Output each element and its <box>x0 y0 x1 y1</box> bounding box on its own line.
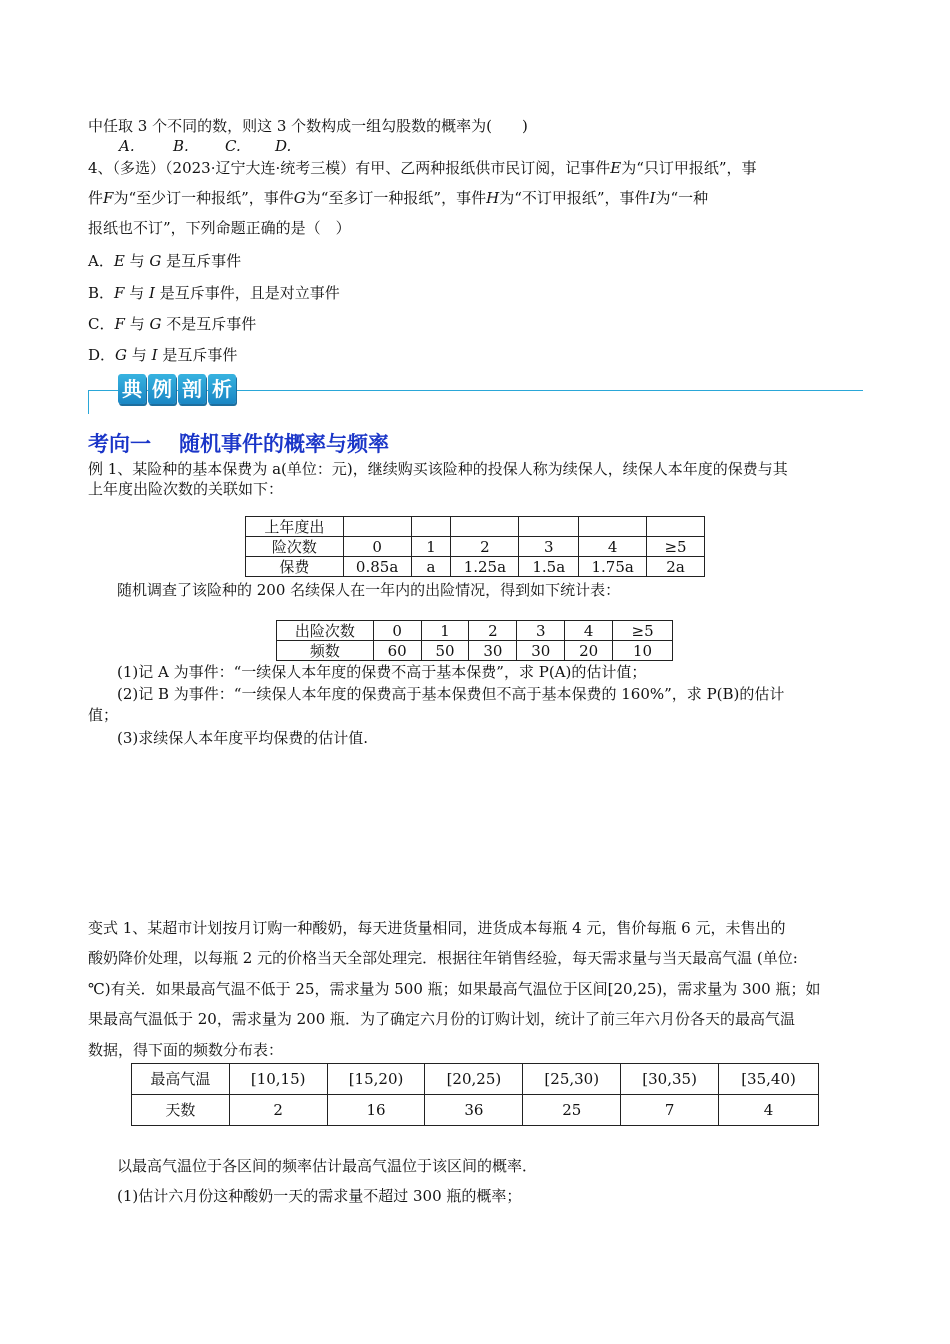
table-cell: 天数 <box>132 1095 230 1126</box>
example1-q1: (1)记 A 为事件：“一续保人本年度的保费不高于基本保费”，求 P(A)的估计值； <box>117 663 647 681</box>
variant1-note: 以最高气温位于各区间的频率估计最高气温位于该区间的概率． <box>117 1157 538 1175</box>
table-cell: 4 <box>719 1095 819 1126</box>
option-var-1: G <box>115 346 128 364</box>
premium-table <box>245 516 705 577</box>
var-i: I <box>649 189 656 207</box>
table-cell: 4 <box>579 537 647 557</box>
banner-char: 析 <box>208 374 236 404</box>
option-a: A. <box>119 137 135 155</box>
option-label: B． <box>88 284 115 302</box>
variant1-line-5: 数据，得下面的频数分布表： <box>88 1041 284 1059</box>
table-cell: 10 <box>613 641 673 661</box>
survey-text: 随机调查了该险种的 200 名续保人在一年内的出险情况，得到如下统计表： <box>117 581 621 599</box>
option-mid: 与 <box>131 346 147 364</box>
option-label: D． <box>88 346 116 364</box>
table-cell: 3 <box>517 621 565 641</box>
table-row <box>277 621 673 641</box>
table-cell: 上年度出 <box>246 517 344 537</box>
table-cell: 1 <box>411 537 451 557</box>
table-cell: 险次数 <box>246 537 344 557</box>
variant1-line-3: ℃)有关．如果最高气温不低于 25，需求量为 500 瓶；如果最高气温位于区间[20,25)，需求量为 300 瓶；如 <box>88 980 821 998</box>
example1-q3: (3)求续保人本年度平均保费的估计值. <box>117 729 369 747</box>
table-cell: 2 <box>451 537 519 557</box>
option-b: B. <box>173 137 189 155</box>
section-title: 随机事件的概率与频率 <box>179 432 389 456</box>
option-var-1: E <box>113 252 125 270</box>
section-number: 考向一 <box>88 432 151 456</box>
table-cell: 60 <box>373 641 421 661</box>
option-mid: 与 <box>129 315 145 333</box>
q4-text-2a: 件 <box>88 189 104 207</box>
table-cell: 1.25a <box>451 557 519 577</box>
q4-text-2d: 为“不订甲报纸”，事件 <box>499 189 650 207</box>
table-cell: 频数 <box>277 641 374 661</box>
q4-text-2c: 为“至多订一种报纸”，事件 <box>305 189 487 207</box>
table-cell: 出险次数 <box>277 621 374 641</box>
table-cell <box>579 517 647 537</box>
section-banner <box>88 372 863 418</box>
table-cell <box>647 517 705 537</box>
prev-question-tail: 中任取 3 个不同的数，则这 3 个数构成一组勾股数的概率为( ) <box>88 117 528 135</box>
option-var-2: G <box>149 252 162 270</box>
table-row <box>246 517 705 537</box>
q4-text-2e: 为“一种 <box>655 189 709 207</box>
table-cell: [15,20) <box>327 1064 425 1095</box>
example1-q2: (2)记 B 为事件：“一续保人本年度的保费高于基本保费但不高于基本保费的 160%”，求 P(B)的估计 <box>117 685 785 703</box>
table-cell: [35,40) <box>719 1064 819 1095</box>
table-cell: 30 <box>517 641 565 661</box>
q4-option-a <box>88 251 241 271</box>
table-cell: a <box>411 557 451 577</box>
option-label: A． <box>88 252 114 270</box>
banner-tick <box>88 390 89 414</box>
q4-text-1b: 为“只订甲报纸”，事 <box>621 159 757 177</box>
table-cell: 30 <box>469 641 517 661</box>
table-cell: 保费 <box>246 557 344 577</box>
q4-option-d <box>88 345 237 365</box>
temperature-table <box>131 1063 819 1126</box>
option-mid: 与 <box>129 252 145 270</box>
table-cell: 1.5a <box>519 557 579 577</box>
table-cell: 1.75a <box>579 557 647 577</box>
table-cell: 2 <box>229 1095 327 1126</box>
table-cell: [25,30) <box>523 1064 621 1095</box>
q4-text-1: 4、（多选）（2023·辽宁大连·统考三模）有甲、乙两种报纸供市民订阅，记事件 <box>88 159 611 177</box>
var-f: F <box>103 189 114 207</box>
table-cell: 2 <box>469 621 517 641</box>
banner-char: 剖 <box>178 374 206 404</box>
option-var-2: I <box>151 346 158 364</box>
variant1-line-2: 酸奶降价处理，以每瓶 2 元的价格当天全部处理完．根据往年销售经验，每天需求量与当天最高气温 (单位: <box>88 949 798 967</box>
option-label: C． <box>88 315 115 333</box>
table-row <box>277 641 673 661</box>
table-row <box>246 557 705 577</box>
prev-question-options <box>119 136 291 156</box>
option-rest: 是互斥事件，且是对立事件 <box>159 284 340 302</box>
table-cell: 36 <box>425 1095 523 1126</box>
example1-line-1: 例 1、某险种的基本保费为 a(单位：元)，继续购买该险种的投保人称为续保人，续保人本年度的保费与其 <box>88 460 788 478</box>
table-cell: 1 <box>421 621 469 641</box>
table-cell: 最高气温 <box>132 1064 230 1095</box>
q4-option-b <box>88 283 340 303</box>
table-cell <box>411 517 451 537</box>
table-cell <box>343 517 411 537</box>
option-mid: 与 <box>129 284 145 302</box>
option-d: D. <box>275 137 292 155</box>
frequency-table <box>276 620 673 661</box>
option-var-1: F <box>114 315 125 333</box>
variant1-line-4: 果最高气温低于 20，需求量为 200 瓶．为了确定六月份的订购计划，统计了前三年六月份各天的最高气温 <box>88 1010 796 1028</box>
var-e: E <box>610 159 622 177</box>
option-c: C. <box>225 137 241 155</box>
table-row <box>246 537 705 557</box>
example1-line-2: 上年度出险次数的关联如下： <box>88 480 284 498</box>
var-h: H <box>486 189 500 207</box>
table-cell: 50 <box>421 641 469 661</box>
banner-char: 典 <box>118 374 146 404</box>
q4-line-1 <box>88 158 757 178</box>
q4-text-2b: 为“至少订一种报纸”，事件 <box>113 189 294 207</box>
option-rest: 是互斥事件 <box>166 252 242 270</box>
q4-line-2 <box>88 188 708 208</box>
table-cell: 20 <box>565 641 613 661</box>
table-cell: [10,15) <box>229 1064 327 1095</box>
option-rest: 不是互斥事件 <box>166 315 257 333</box>
example1-q2-cont: 值； <box>88 706 119 724</box>
q4-option-c <box>88 314 256 334</box>
table-cell: 16 <box>327 1095 425 1126</box>
option-var-1: F <box>114 284 125 302</box>
section-heading <box>88 428 389 458</box>
table-cell: [30,35) <box>621 1064 719 1095</box>
table-cell <box>519 517 579 537</box>
table-row <box>132 1064 819 1095</box>
variant1-line-1: 变式 1、某超市计划按月订购一种酸奶，每天进货量相同，进货成本每瓶 4 元，售价每瓶 6 元，未售出的 <box>88 919 786 937</box>
banner-char: 例 <box>148 374 176 404</box>
table-cell: 2a <box>647 557 705 577</box>
option-var-2: I <box>149 284 155 302</box>
option-var-2: G <box>149 315 162 333</box>
var-g: G <box>293 189 306 207</box>
table-cell: 7 <box>621 1095 719 1126</box>
variant1-q1: (1)估计六月份这种酸奶一天的需求量不超过 300 瓶的概率； <box>117 1187 522 1205</box>
table-row <box>132 1095 819 1126</box>
table-cell: ≥5 <box>647 537 705 557</box>
table-cell: 0.85a <box>343 557 411 577</box>
table-cell: 4 <box>565 621 613 641</box>
option-rest: 是互斥事件 <box>162 346 238 364</box>
table-cell: 25 <box>523 1095 621 1126</box>
table-cell <box>451 517 519 537</box>
table-cell: [20,25) <box>425 1064 523 1095</box>
table-cell: 3 <box>519 537 579 557</box>
table-cell: ≥5 <box>613 621 673 641</box>
banner-tiles <box>118 374 236 404</box>
table-cell: 0 <box>343 537 411 557</box>
table-cell: 0 <box>373 621 421 641</box>
q4-line-3: 报纸也不订”，下列命题正确的是（ ） <box>88 219 351 237</box>
